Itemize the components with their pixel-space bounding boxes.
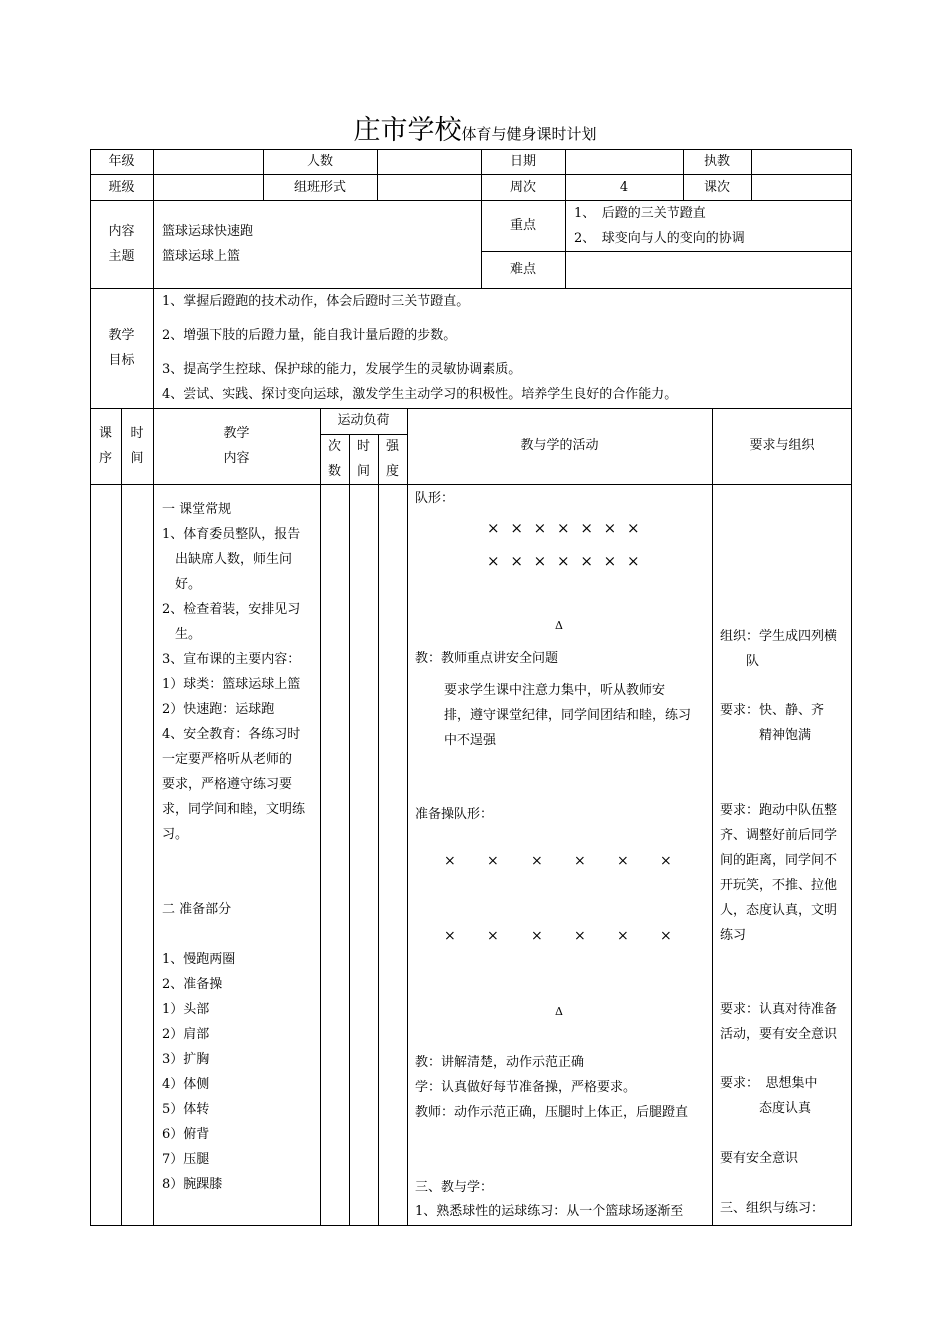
warmup-mark: × <box>617 928 629 944</box>
duration-header-2: 间 <box>356 464 370 479</box>
count-header-2: 数 <box>327 464 341 479</box>
goal-item: 2、增强下肢的后蹬力量，能自我计量后蹬的步数。 <box>162 328 457 343</box>
content-line: 1）头部 <box>162 1002 210 1017</box>
page-title <box>0 108 950 147</box>
content-line: 6）俯背 <box>162 1127 210 1142</box>
content-line: 一 课堂常规 <box>162 502 232 517</box>
class-form-label: 组班形式 <box>293 180 346 195</box>
content-line <box>162 847 318 872</box>
difficulty-label: 难点 <box>509 262 536 277</box>
week-label: 周次 <box>509 180 536 195</box>
intensity-header-2: 度 <box>385 464 399 479</box>
content-line: 4、安全教育：各练习时 <box>162 727 301 742</box>
content-line: 出缺席人数，师生问 <box>162 552 293 567</box>
goal-item: 1、掌握后蹬跑的技术动作，体会后蹬时三关节蹬直。 <box>162 294 470 309</box>
key-point-1: 1、 后蹬的三关节蹬直 <box>574 206 706 221</box>
warmup-teacher-mark: Δ <box>555 1005 563 1018</box>
content-line: 7）压腿 <box>162 1152 210 1167</box>
content-line <box>162 922 318 947</box>
warmup-mark: × <box>660 853 672 869</box>
content-line: 好。 <box>162 577 202 592</box>
requirement-1: 要求：快、静、齐 精神饱满 <box>720 703 825 743</box>
warmup-mark: × <box>487 928 499 944</box>
time-header-1: 时 <box>130 426 144 441</box>
load-header: 运动负荷 <box>337 413 390 428</box>
duration-header-1: 时 <box>356 439 370 454</box>
week-value: 4 <box>619 180 629 195</box>
warmup-formation-label: 准备操队形： <box>415 807 494 822</box>
goals-label-2: 目标 <box>108 353 135 368</box>
topic-2: 篮球运球上篮 <box>162 249 241 264</box>
content-header-2: 内容 <box>223 451 250 466</box>
key-point-2: 2、 球变向与人的变向的协调 <box>574 231 745 246</box>
content-line: 求，同学间和睦，文明练 <box>162 802 306 817</box>
teacher-label: 执教 <box>703 154 730 169</box>
content-line: 习。 <box>162 827 189 842</box>
section-3-heading: 三、教与学： <box>415 1180 494 1195</box>
activity-header: 教与学的活动 <box>520 438 599 453</box>
organization-1: 组织：学生成四列横 队 <box>720 629 838 669</box>
content-line: 1、慢跑两圈 <box>162 952 236 967</box>
date-label: 日期 <box>509 154 536 169</box>
count-header-1: 次 <box>327 439 341 454</box>
warmup-mark: × <box>444 928 456 944</box>
goal-item: 3、提高学生控球、保护球的能力，发展学生的灵敏协调素质。 <box>162 362 522 377</box>
time-header-2: 间 <box>130 451 144 466</box>
content-line: 2、准备操 <box>162 977 223 992</box>
content-line: 一定要严格听从老师的 <box>162 752 293 767</box>
teacher-position-mark: Δ <box>555 619 563 632</box>
content-line: 生。 <box>162 627 202 642</box>
content-line: 2）肩部 <box>162 1027 210 1042</box>
intensity-header-1: 强 <box>385 439 399 454</box>
content-line: 4）体侧 <box>162 1077 210 1092</box>
grade-label: 年级 <box>108 154 135 169</box>
warmup-mark: × <box>531 928 543 944</box>
requirement-3: 要求：认真对待准备 活动，要有安全意识 <box>720 1002 838 1042</box>
seq-header-2: 序 <box>98 451 112 466</box>
goal-item: 4、尝试、实践、探讨变向运球，激发学生主动学习的积极性。培养学生良好的合作能力。 <box>162 387 678 402</box>
plan-subtitle: 体育与健身课时计划 <box>461 125 597 143</box>
warmup-mark: × <box>444 853 456 869</box>
goals-label-1: 教学 <box>108 328 135 343</box>
class-label: 班级 <box>108 180 135 195</box>
safety-text: 要求学生课中注意力集中，听从教师安 排，遵守课堂纪律，同学间团结和睦，练习 中不逞强 <box>444 683 692 748</box>
content-line: 二 准备部分 <box>162 902 232 917</box>
requirement-5: 要有安全意识 <box>720 1151 799 1166</box>
topic-1: 篮球运球快速跑 <box>162 224 254 239</box>
requirement-2: 要求：跑动中队伍整 齐、调整好前后同学 间的距离，同学间不 开玩笑，不推、拉他 人，态度认真，文明 练习 <box>720 803 838 943</box>
lesson-label: 课次 <box>703 180 730 195</box>
formation-row-2: × × × × × × × <box>487 552 643 570</box>
warmup-mark: × <box>660 928 672 944</box>
content-line <box>162 872 318 897</box>
content-header-1: 教学 <box>223 426 250 441</box>
content-line: 1）球类：篮球运球上篮 <box>162 677 301 692</box>
section-3-line: 1、熟悉球性的运球练习：从一个篮球场逐渐至 <box>415 1204 684 1219</box>
content-line: 2）快速跑：运球跑 <box>162 702 275 717</box>
people-label: 人数 <box>306 154 333 169</box>
school-name: 庄市学校 <box>353 115 462 146</box>
formation-label: 队形： <box>415 491 455 506</box>
content-line: 5）体转 <box>162 1102 210 1117</box>
requirement-4: 要求： 思想集中 态度认真 <box>720 1076 818 1116</box>
content-line: 8）腕踝膝 <box>162 1177 223 1192</box>
content-line: 3、宣布课的主要内容： <box>162 652 301 667</box>
warmup-mark: × <box>487 853 499 869</box>
content-line: 要求，严格遵守练习要 <box>162 777 293 792</box>
warmup-instructions: 教：讲解清楚，动作示范正确 学：认真做好每节准备操，严格要求。 教师：动作示范正确，压腿时上体正，后腿蹬直 <box>415 1055 689 1120</box>
teach-line: 教：教师重点讲安全问题 <box>415 651 559 666</box>
content-line: 2、检查着装，安排见习 <box>162 602 301 617</box>
theme-label: 主题 <box>108 249 135 264</box>
content-line: 3）扩胸 <box>162 1052 210 1067</box>
requirement-6: 三、组织与练习： <box>720 1201 825 1216</box>
warmup-mark: × <box>574 853 586 869</box>
requirements-header: 要求与组织 <box>749 438 815 453</box>
formation-row-1: × × × × × × × <box>487 519 643 537</box>
content-line: 1、体育委员整队，报告 <box>162 527 301 542</box>
warmup-mark: × <box>617 853 629 869</box>
teaching-content <box>162 497 318 1197</box>
seq-header-1: 课 <box>98 426 112 441</box>
warmup-mark: × <box>531 853 543 869</box>
key-point-label: 重点 <box>509 218 536 233</box>
warmup-mark: × <box>574 928 586 944</box>
content-label: 内容 <box>108 224 135 239</box>
